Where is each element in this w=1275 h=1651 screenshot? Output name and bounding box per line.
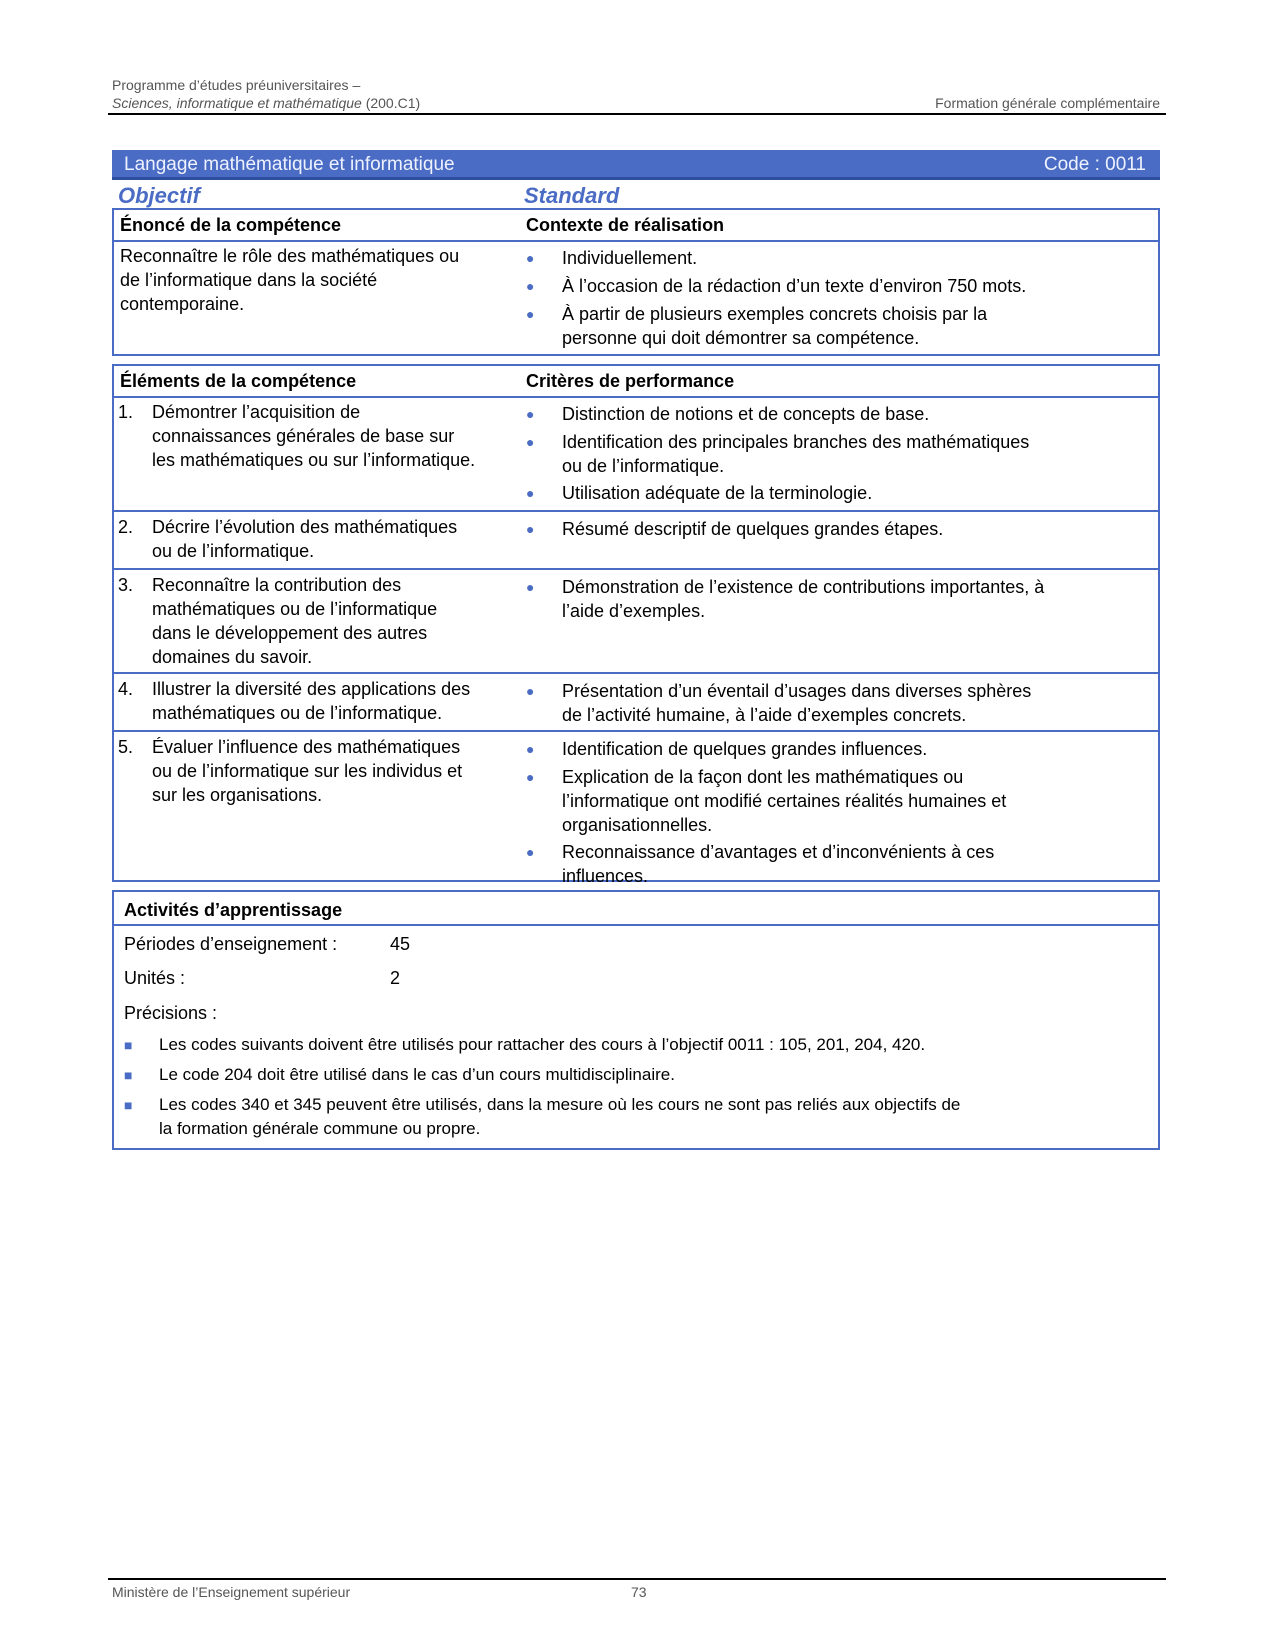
- row-divider: [114, 730, 1158, 732]
- header-formation: Formation générale complémentaire: [935, 95, 1160, 111]
- activites-title: Activités d’apprentissage: [124, 900, 343, 920]
- element-line: Évaluer l’influence des mathématiques: [152, 737, 461, 757]
- critere-line: Identification de quelques grandes influences.: [562, 739, 928, 759]
- bullet-icon: ●: [526, 306, 535, 322]
- element-text: [152, 400, 522, 472]
- element-text: [152, 515, 522, 563]
- periodes-value: 45: [390, 934, 411, 954]
- periodes-label: Périodes d’enseignement :: [124, 934, 338, 954]
- row-divider: [114, 672, 1158, 674]
- contexte-heading: Contexte de réalisation: [526, 215, 725, 235]
- precisions-label: Précisions :: [124, 1003, 218, 1023]
- bullet-icon: ■: [124, 1037, 133, 1053]
- precision-line: Les codes 340 et 345 peuvent être utilisés, dans la mesure où les cours ne sont pas reliés aux objectifs de: [159, 1095, 961, 1114]
- contexte-item: [562, 274, 1142, 298]
- critere-line: Reconnaissance d’avantages et d’inconvénients à ces: [562, 842, 995, 862]
- criteres-heading: Critères de performance: [526, 371, 735, 391]
- contexte-item: [562, 302, 1122, 350]
- critere-line: Présentation d’un éventail d’usages dans diverses sphères: [562, 681, 1032, 701]
- bullet-icon: ●: [526, 250, 535, 266]
- bullet-icon: ●: [526, 769, 535, 785]
- precision-line: Les codes suivants doivent être utilisés pour rattacher des cours à l’objectif 0011 : 105, 201, 204, 420.: [159, 1035, 926, 1054]
- contexte-line: À l’occasion de la rédaction d’un texte d’environ 750 mots.: [562, 276, 1027, 296]
- activites-divider: [114, 924, 1158, 926]
- element-line: Illustrer la diversité des applications des: [152, 679, 471, 699]
- page-number: 73: [631, 1584, 647, 1600]
- objective-code: Code : 0011: [1043, 154, 1146, 175]
- critere-item: [562, 679, 1147, 727]
- element-line: Décrire l’évolution des mathématiques: [152, 517, 458, 537]
- bullet-icon: ■: [124, 1067, 133, 1083]
- critere-line: Distinction de notions et de concepts de base.: [562, 404, 930, 424]
- row-divider: [114, 510, 1158, 512]
- precision-line: Le code 204 doit être utilisé dans le cas d’un cours multidisciplinaire.: [159, 1065, 675, 1084]
- elements-box: [112, 364, 1160, 886]
- enonce-line: Reconnaître le rôle des mathématiques ou: [120, 246, 460, 266]
- critere-item: [562, 517, 1142, 541]
- critere-item: [562, 765, 1142, 837]
- critere-line: ou de l’informatique.: [562, 456, 725, 476]
- element-line: connaissances générales de base sur: [152, 426, 455, 446]
- contexte-line: Individuellement.: [562, 248, 698, 268]
- element-number: 5.: [118, 737, 134, 757]
- footer-ministry: Ministère de l’Enseignement supérieur: [112, 1584, 351, 1600]
- competence-box: [112, 208, 1160, 356]
- contexte-line: personne qui doit démontrer sa compétence.: [562, 328, 920, 348]
- bullet-icon: ●: [526, 278, 535, 294]
- precision-item: [159, 1093, 1149, 1141]
- header-program: Programme d’études préuniversitaires –: [112, 77, 361, 93]
- critere-line: Identification des principales branches des mathématiques: [562, 432, 1030, 452]
- precision-item: [159, 1063, 1149, 1087]
- critere-line: l’aide d’exemples.: [562, 601, 706, 621]
- element-line: sur les organisations.: [152, 785, 323, 805]
- precision-item: [159, 1033, 1149, 1057]
- header-program-name: [112, 95, 420, 111]
- element-text: [152, 573, 522, 669]
- element-line: Reconnaître la contribution des: [152, 575, 402, 595]
- bullet-icon: ●: [526, 434, 535, 450]
- critere-line: Résumé descriptif de quelques grandes étapes.: [562, 519, 944, 539]
- elements-heading: Éléments de la compétence: [120, 371, 357, 391]
- header-rule: [108, 113, 1166, 115]
- element-line: dans le développement des autres: [152, 623, 428, 643]
- bullet-icon: ●: [526, 741, 535, 757]
- bullet-icon: ●: [526, 485, 535, 501]
- bullet-icon: ●: [526, 844, 535, 860]
- enonce-line: de l’informatique dans la société: [120, 270, 378, 290]
- row-divider: [114, 568, 1158, 570]
- bullet-icon: ●: [526, 683, 535, 699]
- critere-line: l’informatique ont modifié certaines réalités humaines et: [562, 791, 1007, 811]
- objective-title: Langage mathématique et informatique: [124, 154, 455, 175]
- element-number: 4.: [118, 679, 134, 699]
- precision-line: la formation générale commune ou propre.: [159, 1119, 481, 1138]
- bullet-icon: ■: [124, 1097, 133, 1113]
- element-line: ou de l’informatique.: [152, 541, 315, 561]
- element-line: mathématiques ou de l’informatique: [152, 599, 438, 619]
- element-number: 2.: [118, 517, 134, 537]
- header-program-italic: Sciences, informatique et mathématique: [112, 95, 362, 111]
- bullet-icon: ●: [526, 406, 535, 422]
- critere-line: influences.: [562, 866, 649, 886]
- element-line: domaines du savoir.: [152, 647, 313, 667]
- enonce-heading: Énoncé de la compétence: [120, 215, 342, 235]
- activites-box: [112, 890, 1160, 1150]
- contexte-line: À partir de plusieurs exemples concrets choisis par la: [562, 304, 988, 324]
- critere-line: Utilisation adéquate de la terminologie.: [562, 483, 873, 503]
- critere-line: de l’activité humaine, à l’aide d’exemples concrets.: [562, 705, 967, 725]
- element-line: Démontrer l’acquisition de: [152, 402, 361, 422]
- contexte-item: [562, 246, 1122, 270]
- bullet-icon: ●: [526, 579, 535, 595]
- critere-item: [562, 575, 1147, 623]
- element-text: [152, 735, 535, 807]
- objective-title-bar: [112, 150, 1160, 180]
- unites-label: Unités :: [124, 968, 186, 988]
- section-objectif: Objectif: [118, 183, 200, 208]
- critere-item: [562, 481, 1142, 505]
- critere-line: Explication de la façon dont les mathématiques ou: [562, 767, 964, 787]
- critere-item: [562, 737, 1142, 761]
- element-line: mathématiques ou de l’informatique.: [152, 703, 443, 723]
- critere-item: [562, 402, 1142, 426]
- footer-rule: [108, 1578, 1166, 1580]
- header-program-code: (200.C1): [361, 95, 421, 111]
- bullet-icon: ●: [526, 521, 535, 537]
- section-standard: Standard: [524, 183, 620, 208]
- elements-divider: [114, 396, 1158, 398]
- enonce-line: contemporaine.: [120, 294, 245, 314]
- element-line: ou de l’informatique sur les individus et: [152, 761, 463, 781]
- element-line: les mathématiques ou sur l’informatique.: [152, 450, 476, 470]
- unites-value: 2: [390, 968, 401, 988]
- element-number: 3.: [118, 575, 134, 595]
- critere-line: organisationnelles.: [562, 815, 713, 835]
- enonce-text: [120, 244, 515, 316]
- element-number: 1.: [118, 402, 134, 422]
- competence-divider: [114, 240, 1158, 242]
- critere-line: Démonstration de l’existence de contributions importantes, à: [562, 577, 1045, 597]
- element-text: [152, 677, 535, 725]
- critere-item: [562, 840, 1142, 888]
- critere-item: [562, 430, 1142, 478]
